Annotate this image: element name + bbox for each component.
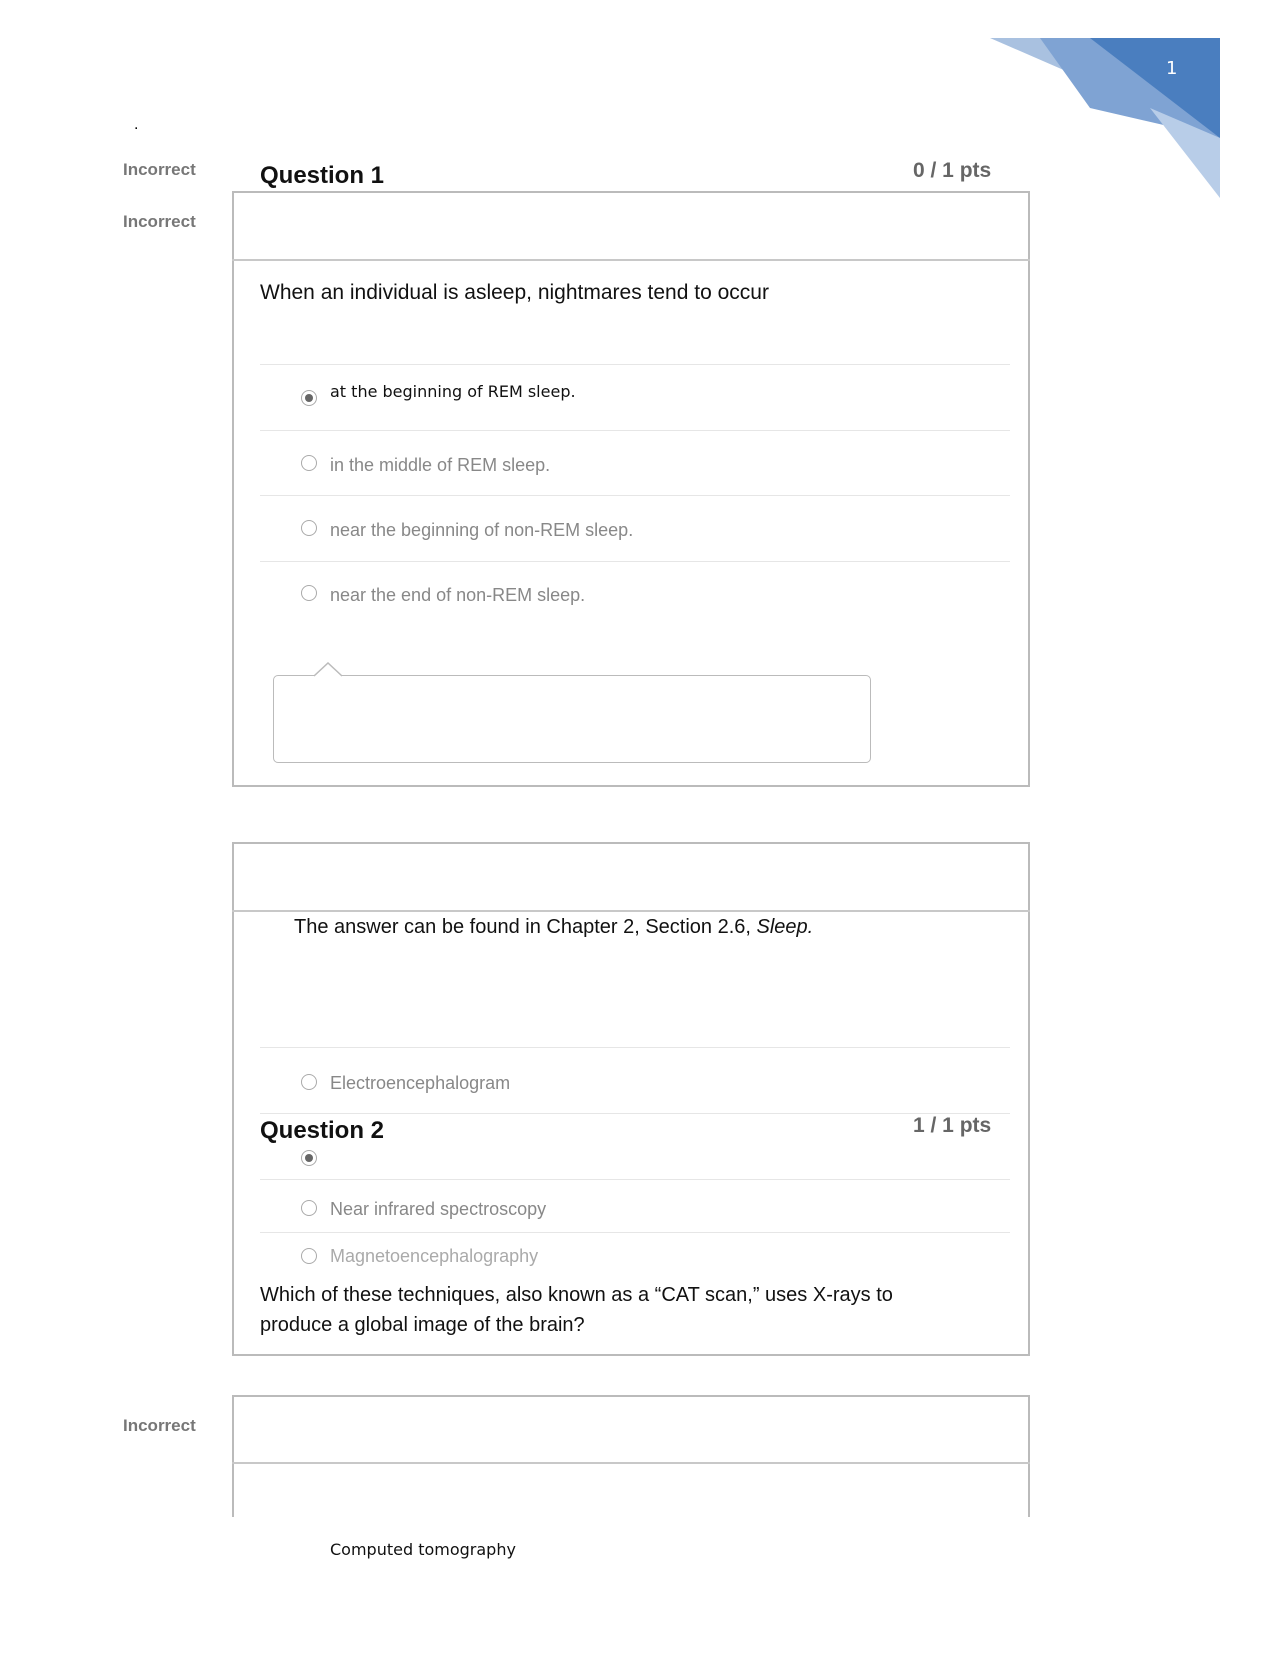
answer-option[interactable]: Magnetoencephalography	[330, 1246, 539, 1266]
feedback-main: The answer can be found in Chapter 2, Section 2.6,	[294, 916, 757, 938]
comment-box	[273, 675, 871, 763]
feedback-italic: Sleep.	[756, 916, 814, 938]
divider	[260, 1113, 1010, 1114]
radio-selected[interactable]	[301, 1150, 317, 1166]
divider	[260, 1232, 1010, 1233]
question-points: 0 / 1 pts	[913, 159, 992, 182]
radio[interactable]	[301, 1074, 317, 1090]
question-title: Question 2	[260, 1117, 385, 1144]
divider	[260, 430, 1010, 431]
answer-option[interactable]: Electroencephalogram	[330, 1073, 511, 1093]
radio[interactable]	[301, 455, 317, 471]
feedback-text	[294, 916, 813, 939]
status-label: Incorrect	[123, 160, 196, 179]
question-points: 1 / 1 pts	[913, 1114, 992, 1137]
question-title: Question 1	[260, 162, 385, 189]
radio[interactable]	[301, 1248, 317, 1264]
divider	[232, 1462, 1030, 1464]
radio[interactable]	[301, 520, 317, 536]
radio-selected[interactable]	[301, 390, 317, 406]
status-label: Incorrect	[123, 1416, 196, 1435]
radio[interactable]	[301, 1200, 317, 1216]
answer-option[interactable]: in the middle of REM sleep.	[330, 455, 551, 475]
question-text: produce a global image of the brain?	[260, 1314, 585, 1336]
question-text: Which of these techniques, also known as a “CAT scan,” uses X-rays to	[260, 1284, 893, 1306]
divider	[260, 1047, 1010, 1048]
answer-option[interactable]: Computed tomography	[330, 1540, 516, 1559]
comment-pointer	[314, 662, 346, 677]
divider	[260, 1179, 1010, 1180]
question-3-box	[232, 1395, 1030, 1517]
radio[interactable]	[301, 585, 317, 601]
divider	[260, 495, 1010, 496]
corner-decoration	[990, 38, 1230, 203]
divider	[260, 561, 1010, 562]
answer-option[interactable]: near the end of non-REM sleep.	[330, 585, 586, 605]
question-text: When an individual is asleep, nightmares tend to occur	[260, 281, 769, 304]
status-label: Incorrect	[123, 212, 196, 231]
divider	[232, 910, 1030, 912]
answer-option[interactable]: near the beginning of non-REM sleep.	[330, 520, 634, 540]
answer-option[interactable]: at the beginning of REM sleep.	[330, 382, 576, 401]
divider	[232, 259, 1030, 261]
page-number: 1	[1166, 58, 1178, 79]
divider	[260, 364, 1010, 365]
dot-mark: .	[134, 116, 139, 133]
answer-option[interactable]: Near infrared spectroscopy	[330, 1199, 547, 1219]
